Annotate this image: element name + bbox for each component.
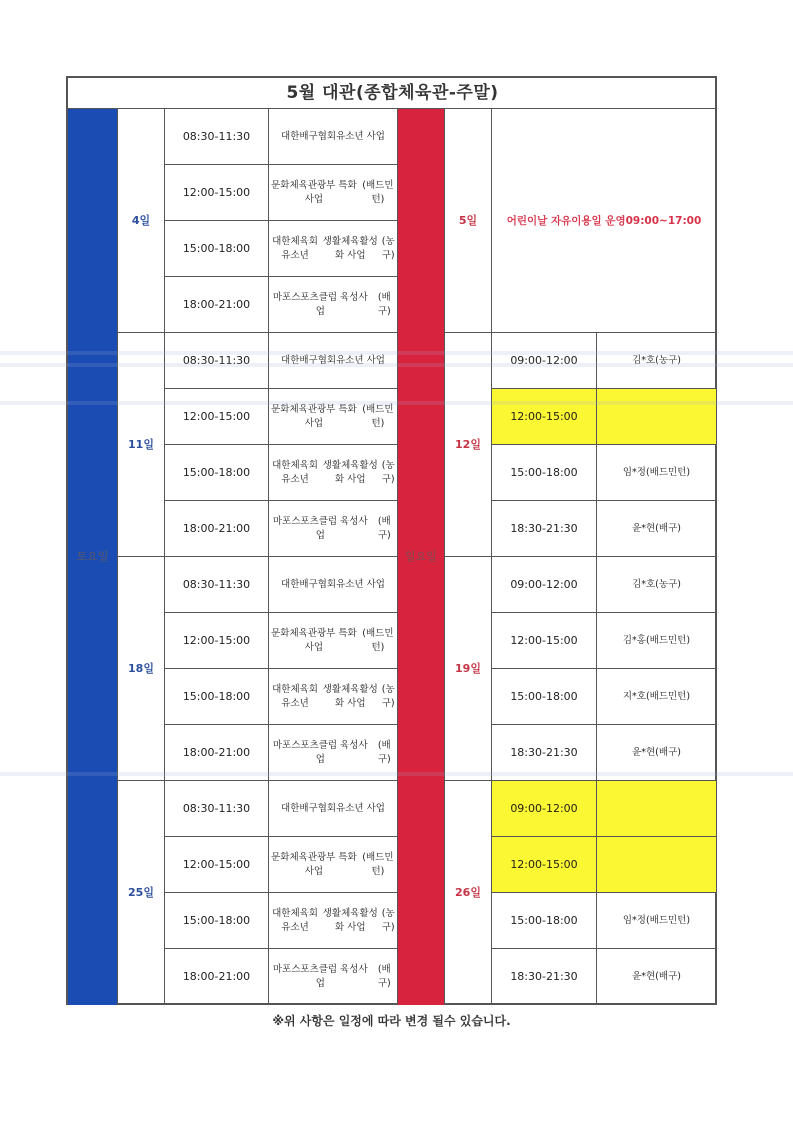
text-line: (배구) [377,963,391,989]
saturday-program [269,893,398,949]
text-line: (배드민턴) [362,851,394,877]
text-line: 문화체육관광부 특화사업 [271,851,357,877]
text-line: 유소년 사업 [336,130,385,142]
sunday-user: 윤*현(배구) [597,725,717,781]
text-line: 대한체육회 유소년 [272,459,318,485]
text-line: 대한배구협회 [281,578,337,590]
text-line: (농구) [381,459,395,485]
sunday-user: 임*정(배드민턴) [597,893,717,949]
sunday-user [597,389,717,445]
scan-artifact [0,351,793,355]
sunday-date: 19일 [445,557,492,781]
text-line: 마포스포츠클럽 육성사업 [272,515,368,541]
saturday-program [269,389,398,445]
saturday-program [269,165,398,221]
sunday-time-slot: 15:00-18:00 [492,893,597,949]
text-line: 문화체육관광부 특화사업 [271,627,357,653]
text-line: 대한배구협회 [281,354,337,366]
saturday-time-slot: 15:00-18:00 [165,445,269,501]
text-line: 생활체육활성화 사업 [322,683,378,709]
text-line: (배구) [377,515,391,541]
saturday-time-slot: 12:00-15:00 [165,165,269,221]
sunday-column: 일요일 [398,109,445,1005]
saturday-program [269,109,398,165]
text-line: 생활체육활성화 사업 [322,235,378,261]
text-line: 마포스포츠클럽 육성사업 [272,739,368,765]
sunday-time-slot: 09:00-12:00 [492,333,597,389]
text-line: 대한배구협회 [281,802,337,814]
saturday-time-slot: 08:30-11:30 [165,557,269,613]
text-line: (농구) [381,683,395,709]
page-title: 5월 대관(종합체육관-주말) [68,78,717,109]
sunday-user: 임*정(배드민턴) [597,445,717,501]
saturday-column: 토요일 [68,109,118,1005]
text-line: 유소년 사업 [336,802,385,814]
sunday-user: 지*호(배드민턴) [597,669,717,725]
text-line: 대한체육회 유소년 [272,235,318,261]
saturday-program [269,221,398,277]
saturday-date: 4일 [118,109,165,333]
text-line: 문화체육관광부 특화사업 [271,179,357,205]
saturday-time-slot: 15:00-18:00 [165,221,269,277]
sunday-time-slot: 12:00-15:00 [492,389,597,445]
text-line: (배드민턴) [362,403,394,429]
saturday-time-slot: 12:00-15:00 [165,389,269,445]
saturday-date: 11일 [118,333,165,557]
text-line: 09:00~17:00 [625,214,702,227]
footer-note: ※위 사항은 일정에 따라 변경 될수 있습니다. [272,1014,511,1028]
saturday-program [269,501,398,557]
sunday-time-slot: 09:00-12:00 [492,781,597,837]
saturday-program [269,837,398,893]
saturday-time-slot: 08:30-11:30 [165,333,269,389]
saturday-date: 18일 [118,557,165,781]
saturday-program [269,445,398,501]
sunday-user [597,781,717,837]
sunday-user: 윤*현(배구) [597,949,717,1005]
scan-artifact [0,401,793,405]
sunday-time-slot: 18:30-21:30 [492,501,597,557]
saturday-time-slot: 15:00-18:00 [165,893,269,949]
sunday-time-slot: 12:00-15:00 [492,613,597,669]
text-line: 마포스포츠클럽 육성사업 [272,963,368,989]
saturday-time-slot: 15:00-18:00 [165,669,269,725]
holiday-notice [492,109,717,333]
text-line: 대한배구협회 [281,130,337,142]
saturday-program [269,557,398,613]
sunday-time-slot: 09:00-12:00 [492,557,597,613]
saturday-program [269,277,398,333]
text-line: (배구) [377,739,391,765]
sunday-date: 12일 [445,333,492,557]
schedule-table [66,76,717,1005]
text-line: (농구) [381,235,395,261]
sunday-user [597,837,717,893]
text-line: (배드민턴) [362,627,394,653]
saturday-program [269,669,398,725]
saturday-time-slot: 18:00-21:00 [165,725,269,781]
text-line: 생활체육활성화 사업 [322,907,378,933]
saturday-time-slot: 18:00-21:00 [165,501,269,557]
sunday-time-slot: 15:00-18:00 [492,445,597,501]
sunday-user: 김*호(농구) [597,557,717,613]
saturday-time-slot: 18:00-21:00 [165,949,269,1005]
text-line: (배구) [377,291,391,317]
saturday-time-slot: 12:00-15:00 [165,613,269,669]
scan-artifact [0,363,793,367]
sunday-date: 5일 [445,109,492,333]
sunday-user: 김*홍(배드민턴) [597,613,717,669]
text-line: (배드민턴) [362,179,394,205]
sunday-user: 김*호(농구) [597,333,717,389]
text-line: 생활체육활성화 사업 [322,459,378,485]
sunday-time-slot: 18:30-21:30 [492,949,597,1005]
saturday-program [269,333,398,389]
text-line: 대한체육회 유소년 [272,683,318,709]
saturday-program [269,949,398,1005]
text-line: 문화체육관광부 특화사업 [271,403,357,429]
saturday-date: 25일 [118,781,165,1005]
text-line: 대한체육회 유소년 [272,907,318,933]
saturday-time-slot: 08:30-11:30 [165,781,269,837]
sunday-time-slot: 18:30-21:30 [492,725,597,781]
text-line: 유소년 사업 [336,354,385,366]
sunday-user: 윤*현(배구) [597,501,717,557]
saturday-time-slot: 08:30-11:30 [165,109,269,165]
sunday-time-slot: 15:00-18:00 [492,669,597,725]
text-line: 마포스포츠클럽 육성사업 [272,291,368,317]
saturday-program [269,613,398,669]
text-line: 유소년 사업 [336,578,385,590]
text-line: (농구) [381,907,395,933]
sunday-time-slot: 12:00-15:00 [492,837,597,893]
saturday-program [269,781,398,837]
saturday-time-slot: 12:00-15:00 [165,837,269,893]
saturday-time-slot: 18:00-21:00 [165,277,269,333]
text-line: 어린이날 자유이용일 운영 [506,214,626,227]
scan-artifact [0,772,793,776]
sunday-date: 26일 [445,781,492,1005]
